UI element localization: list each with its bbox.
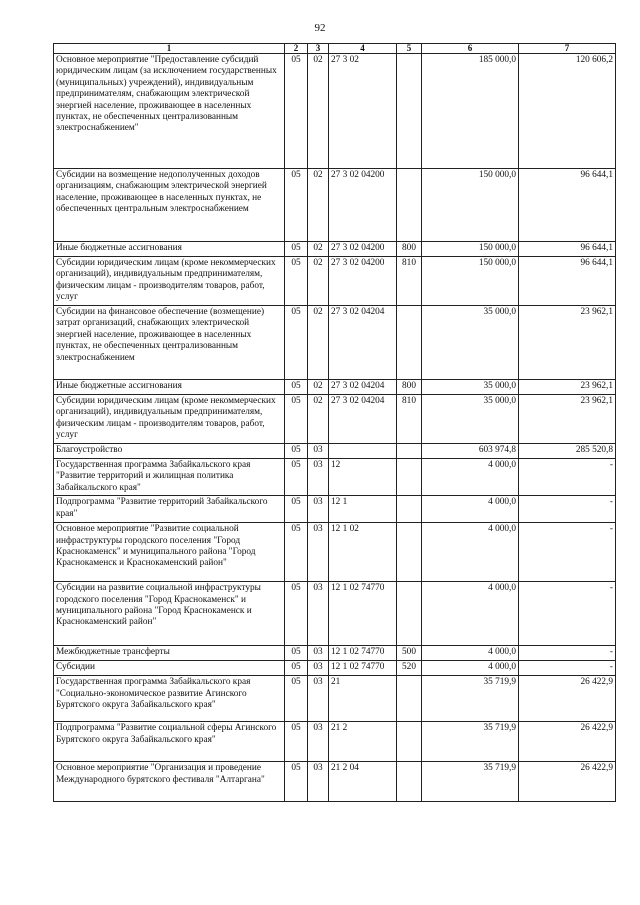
executed-amount-cell: 96 644,1 (519, 257, 616, 306)
subsection-code-cell: 02 (308, 169, 329, 242)
row-name-cell: Межбюджетные трансферты (54, 646, 285, 661)
section-code-cell: 05 (285, 676, 308, 722)
expense-type-cell (397, 169, 422, 242)
planned-amount-cell: 150 000,0 (422, 242, 519, 257)
planned-amount-cell: 185 000,0 (422, 54, 519, 169)
executed-amount-cell: 96 644,1 (519, 169, 616, 242)
subsection-code-cell: 03 (308, 459, 329, 496)
row-name-cell: Субсидии на финансовое обеспечение (возмещение) затрат организаций, снабжающих электрической энергией население, проживающее в населенных пунктах, не обеспеченных централизованным электроснабжением (54, 306, 285, 380)
header-cell: 3 (308, 44, 329, 54)
executed-amount-cell: 23 962,1 (519, 395, 616, 444)
subsection-code-cell: 03 (308, 523, 329, 582)
target-article-cell: 21 2 (329, 722, 397, 762)
header-cell: 1 (54, 44, 285, 54)
section-code-cell: 05 (285, 523, 308, 582)
target-article-cell: 12 1 (329, 496, 397, 523)
expense-type-cell (397, 496, 422, 523)
target-article-cell: 12 1 02 (329, 523, 397, 582)
expense-type-cell (397, 523, 422, 582)
row-name-cell: Основное мероприятие "Развитие социальной инфраструктуры городского поселения "Город Краснокаменск" и муниципального района "Город Краснокаменск и Краснокаменский район" (54, 523, 285, 582)
header-row (54, 44, 616, 54)
subsection-code-cell: 03 (308, 496, 329, 523)
row-name-cell: Основное мероприятие "Предоставление субсидий юридическим лицам (за исключением государственных (муниципальных) учреждений), индивидуальным предпринимателям, снабжающим электрической энергией население, проживающее в населенных пунктах, не обеспеченных централизованным электроснабжением" (54, 54, 285, 169)
section-code-cell: 05 (285, 242, 308, 257)
executed-amount-cell: 26 422,9 (519, 676, 616, 722)
row-name-cell: Иные бюджетные ассигнования (54, 242, 285, 257)
section-code-cell: 05 (285, 646, 308, 661)
executed-amount-cell: - (519, 459, 616, 496)
section-code-cell: 05 (285, 762, 308, 802)
planned-amount-cell: 603 974,8 (422, 444, 519, 459)
planned-amount-cell: 35 000,0 (422, 380, 519, 395)
budget-table (53, 43, 616, 802)
executed-amount-cell: - (519, 646, 616, 661)
subsection-code-cell: 03 (308, 646, 329, 661)
subsection-code-cell: 02 (308, 395, 329, 444)
subsection-code-cell: 02 (308, 380, 329, 395)
section-code-cell: 05 (285, 661, 308, 676)
section-code-cell: 05 (285, 496, 308, 523)
subsection-code-cell: 03 (308, 661, 329, 676)
expense-type-cell: 810 (397, 395, 422, 444)
table-row (54, 242, 616, 257)
planned-amount-cell: 35 000,0 (422, 306, 519, 380)
table-row (54, 676, 616, 722)
row-name-cell: Подпрограмма "Развитие территорий Забайкальского края" (54, 496, 285, 523)
planned-amount-cell: 4 000,0 (422, 459, 519, 496)
target-article-cell: 27 3 02 04200 (329, 169, 397, 242)
planned-amount-cell: 35 000,0 (422, 395, 519, 444)
section-code-cell: 05 (285, 395, 308, 444)
row-name-cell: Субсидии юридическим лицам (кроме некоммерческих организаций), индивидуальным предпринимателям, физическим лицам - производителям товаров, работ, услуг (54, 257, 285, 306)
row-name-cell: Благоустройство (54, 444, 285, 459)
target-article-cell: 27 3 02 04204 (329, 395, 397, 444)
executed-amount-cell: 23 962,1 (519, 306, 616, 380)
row-name-cell: Подпрограмма "Развитие социальной сферы Агинского Бурятского округа Забайкальского края" (54, 722, 285, 762)
expense-type-cell (397, 306, 422, 380)
header-cell: 2 (285, 44, 308, 54)
expense-type-cell (397, 762, 422, 802)
section-code-cell: 05 (285, 306, 308, 380)
subsection-code-cell: 02 (308, 306, 329, 380)
table-row (54, 722, 616, 762)
section-code-cell: 05 (285, 722, 308, 762)
expense-type-cell: 810 (397, 257, 422, 306)
planned-amount-cell: 4 000,0 (422, 646, 519, 661)
table-row (54, 496, 616, 523)
planned-amount-cell: 150 000,0 (422, 257, 519, 306)
row-name-cell: Иные бюджетные ассигнования (54, 380, 285, 395)
subsection-code-cell: 02 (308, 242, 329, 257)
section-code-cell: 05 (285, 380, 308, 395)
header-cell: 6 (422, 44, 519, 54)
table-row (54, 523, 616, 582)
expense-type-cell (397, 444, 422, 459)
subsection-code-cell: 03 (308, 676, 329, 722)
section-code-cell: 05 (285, 54, 308, 169)
row-name-cell: Субсидии юридическим лицам (кроме некоммерческих организаций), индивидуальным предпринимателям, физическим лицам - производителям товаров, работ, услуг (54, 395, 285, 444)
header-cell: 5 (397, 44, 422, 54)
target-article-cell: 27 3 02 04200 (329, 242, 397, 257)
section-code-cell: 05 (285, 444, 308, 459)
row-name-cell: Государственная программа Забайкальского края "Развитие территорий и жилищная политика Забайкальского края" (54, 459, 285, 496)
target-article-cell: 27 3 02 04200 (329, 257, 397, 306)
target-article-cell: 12 (329, 459, 397, 496)
table-row (54, 257, 616, 306)
target-article-cell: 12 1 02 74770 (329, 646, 397, 661)
subsection-code-cell: 03 (308, 722, 329, 762)
table-row (54, 582, 616, 646)
section-code-cell: 05 (285, 257, 308, 306)
target-article-cell: 12 1 02 74770 (329, 661, 397, 676)
expense-type-cell: 520 (397, 661, 422, 676)
row-name-cell: Государственная программа Забайкальского края "Социально-экономическое развитие Агинского Бурятского округа Забайкальского края" (54, 676, 285, 722)
subsection-code-cell: 03 (308, 444, 329, 459)
planned-amount-cell: 35 719,9 (422, 762, 519, 802)
table-row (54, 459, 616, 496)
target-article-cell (329, 444, 397, 459)
table-row (54, 646, 616, 661)
row-name-cell: Субсидии (54, 661, 285, 676)
table-row (54, 661, 616, 676)
row-name-cell: Основное мероприятие "Организация и проведение Международного бурятского фестиваля "Алтаргана" (54, 762, 285, 802)
section-code-cell: 05 (285, 582, 308, 646)
section-code-cell: 05 (285, 169, 308, 242)
table-row (54, 306, 616, 380)
header-cell: 7 (519, 44, 616, 54)
subsection-code-cell: 03 (308, 582, 329, 646)
executed-amount-cell: 26 422,9 (519, 762, 616, 802)
header-cell: 4 (329, 44, 397, 54)
executed-amount-cell: - (519, 496, 616, 523)
row-name-cell: Субсидии на развитие социальной инфраструктуры городского поселения "Город Краснокаменск" и муниципального района "Город Краснокаменск и Краснокаменский район" (54, 582, 285, 646)
subsection-code-cell: 02 (308, 257, 329, 306)
table-row (54, 54, 616, 169)
target-article-cell: 12 1 02 74770 (329, 582, 397, 646)
table-row (54, 762, 616, 802)
expense-type-cell: 800 (397, 380, 422, 395)
executed-amount-cell: 26 422,9 (519, 722, 616, 762)
executed-amount-cell: 120 606,2 (519, 54, 616, 169)
table-row (54, 169, 616, 242)
planned-amount-cell: 35 719,9 (422, 722, 519, 762)
target-article-cell: 27 3 02 04204 (329, 380, 397, 395)
planned-amount-cell: 4 000,0 (422, 582, 519, 646)
executed-amount-cell: 285 520,8 (519, 444, 616, 459)
subsection-code-cell: 02 (308, 54, 329, 169)
planned-amount-cell: 4 000,0 (422, 523, 519, 582)
planned-amount-cell: 150 000,0 (422, 169, 519, 242)
expense-type-cell (397, 722, 422, 762)
row-name-cell: Субсидии на возмещение недополученных доходов организациям, снабжающим электрической энергией население, проживающее в населенных пунктах, не обеспеченных центральным электроснабжением (54, 169, 285, 242)
planned-amount-cell: 4 000,0 (422, 496, 519, 523)
planned-amount-cell: 4 000,0 (422, 661, 519, 676)
table-row (54, 380, 616, 395)
section-code-cell: 05 (285, 459, 308, 496)
expense-type-cell: 500 (397, 646, 422, 661)
table-row (54, 395, 616, 444)
page-number: 92 (314, 22, 326, 34)
executed-amount-cell: 23 962,1 (519, 380, 616, 395)
subsection-code-cell: 03 (308, 762, 329, 802)
executed-amount-cell: - (519, 523, 616, 582)
executed-amount-cell: 96 644,1 (519, 242, 616, 257)
target-article-cell: 27 3 02 04204 (329, 306, 397, 380)
expense-type-cell (397, 459, 422, 496)
expense-type-cell (397, 54, 422, 169)
table-row (54, 444, 616, 459)
expense-type-cell (397, 582, 422, 646)
executed-amount-cell: - (519, 582, 616, 646)
target-article-cell: 21 2 04 (329, 762, 397, 802)
executed-amount-cell: - (519, 661, 616, 676)
planned-amount-cell: 35 719,9 (422, 676, 519, 722)
expense-type-cell: 800 (397, 242, 422, 257)
expense-type-cell (397, 676, 422, 722)
target-article-cell: 27 3 02 (329, 54, 397, 169)
target-article-cell: 21 (329, 676, 397, 722)
